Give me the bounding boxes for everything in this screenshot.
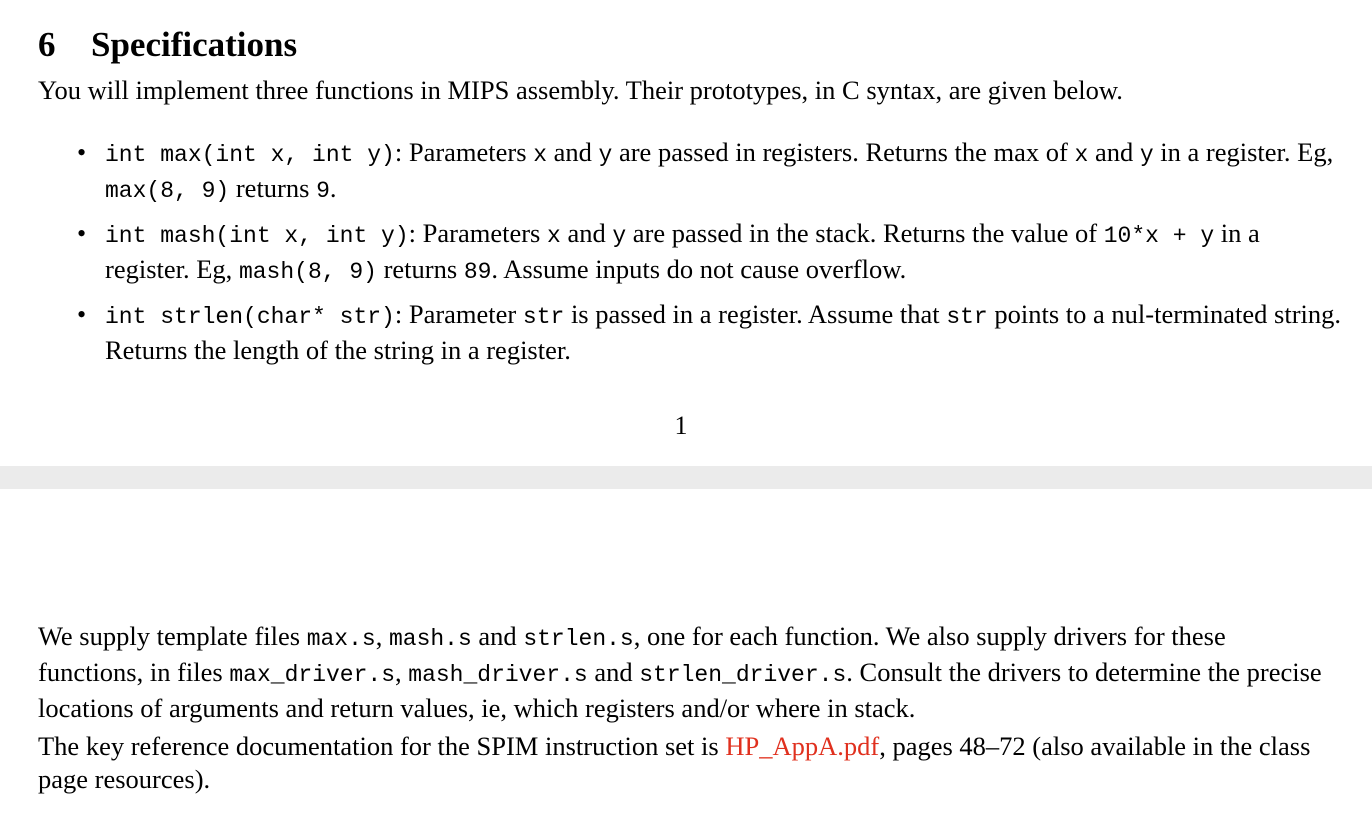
filename-code: max_driver.s: [229, 662, 396, 688]
text-run: : Parameters: [394, 137, 534, 167]
reference-paragraph: [38, 730, 1334, 796]
code-run: y: [612, 223, 627, 249]
text-run: .: [329, 173, 337, 203]
code-run: x: [1074, 142, 1089, 168]
code-run: str: [946, 304, 988, 330]
code-run: 9: [316, 178, 330, 204]
code-run: x: [533, 142, 548, 168]
bullet-icon: •: [77, 300, 87, 329]
bullet-icon: •: [77, 138, 87, 167]
text-run: returns: [229, 173, 317, 203]
list-item-mash: [0, 217, 1345, 289]
text-run: points to a nul-terminated string. Returns the length of the string in a register.: [105, 299, 1342, 365]
text-run: are passed in the stack. Returns the value of: [626, 218, 1104, 248]
filename-code: strlen.s: [523, 626, 634, 652]
intro-paragraph: You will implement three functions in MIPS assembly. Their prototypes, in C syntax, are given below.: [38, 75, 1123, 105]
reference-pdf-link[interactable]: HP_AppA.pdf: [725, 731, 880, 761]
prototype-code: int mash(int x, int y): [105, 223, 409, 249]
text-run: ,: [375, 621, 389, 651]
text-run: in a register. Eg,: [105, 218, 1260, 284]
bullet-icon: •: [77, 219, 87, 248]
text-run: . Assume inputs do not cause overflow.: [491, 254, 907, 284]
function-list: [0, 136, 1372, 376]
text-run: and: [587, 657, 640, 687]
code-run: 89: [463, 259, 492, 285]
code-run: y: [1139, 142, 1154, 168]
filename-code: max.s: [306, 626, 376, 652]
filename-code: strlen_driver.s: [639, 662, 847, 688]
page-separator: [0, 466, 1372, 489]
page-number: 1: [674, 411, 688, 440]
text-run: . Consult the drivers to determine the precise locations of arguments and return values, ie, which registers and/or where in stack.: [38, 657, 1322, 723]
text-run: : Parameter: [394, 299, 523, 329]
code-run: mash(8, 9): [238, 259, 377, 285]
text-run: and: [1088, 137, 1140, 167]
drivers-paragraph: [38, 620, 1334, 725]
code-run: str: [522, 304, 565, 330]
code-run: 10*x + y: [1103, 223, 1215, 249]
filename-code: mash_driver.s: [408, 662, 588, 688]
section-number: 6: [38, 25, 56, 64]
text-run: are passed in registers. Returns the max of: [612, 137, 1075, 167]
text-run: We supply template files: [38, 621, 307, 651]
text-run: and: [560, 218, 613, 248]
text-run: : Parameters: [408, 218, 547, 248]
text-run: The key reference documentation for the SPIM instruction set is: [38, 731, 726, 761]
text-run: and: [471, 621, 524, 651]
prototype-code: int strlen(char* str): [105, 304, 395, 330]
section-title: Specifications: [91, 25, 298, 64]
text-run: , one for each function. We also supply drivers for these functions, in files: [38, 621, 1226, 687]
text-run: ,: [395, 657, 409, 687]
filename-code: mash.s: [388, 626, 472, 652]
text-run: , pages 48–72 (also available in the class page resources).: [38, 731, 1311, 794]
text-run: in a register. Eg,: [1153, 137, 1334, 167]
text-run: is passed in a register. Assume that: [564, 299, 947, 329]
prototype-code: int max(int x, int y): [105, 142, 395, 168]
code-run: y: [598, 142, 613, 168]
text-run: returns: [376, 254, 464, 284]
list-item-strlen: [0, 298, 1345, 367]
section-heading: [38, 24, 297, 66]
text-run: and: [547, 137, 599, 167]
list-item-max: [0, 136, 1345, 208]
code-run: max(8, 9): [105, 178, 230, 204]
code-run: x: [547, 223, 561, 249]
